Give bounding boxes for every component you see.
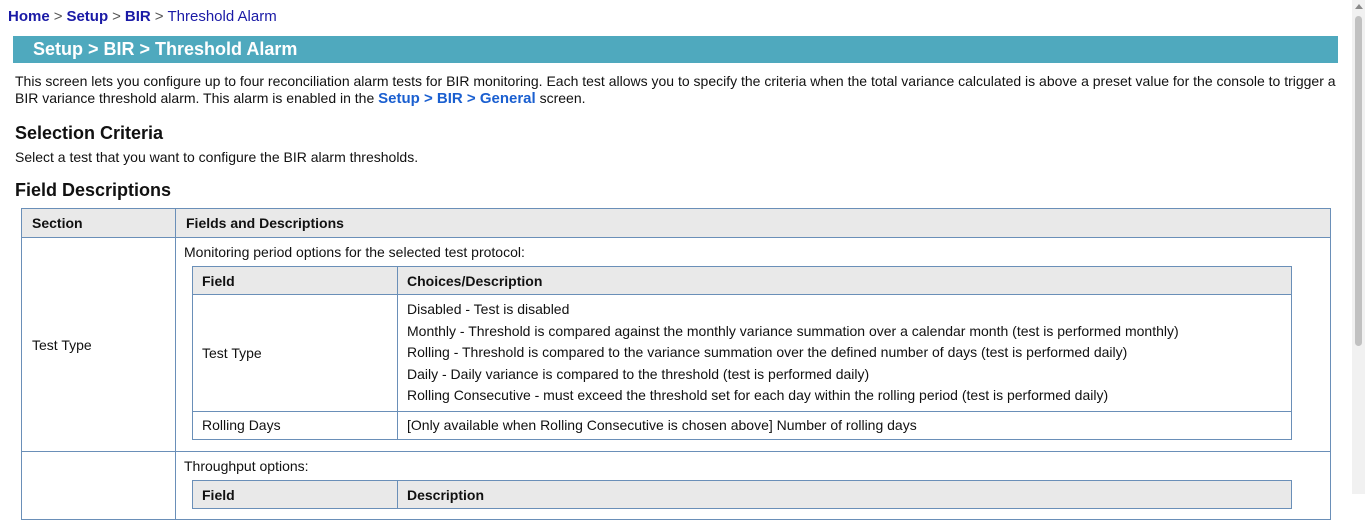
table-header-row — [22, 209, 1331, 238]
field-name-cell: Rolling Days — [193, 411, 398, 439]
field-descriptions-heading: Field Descriptions — [15, 180, 172, 200]
section-cell — [22, 452, 176, 520]
column-header-fields: Fields and Descriptions — [176, 209, 1331, 238]
breadcrumb-home-link[interactable]: Home — [8, 8, 50, 25]
choice-rolling-consecutive: Rolling Consecutive - must exceed the threshold set for each day within the rolling period (test is performed daily) — [407, 387, 1109, 403]
choice-disabled: Disabled - Test is disabled — [407, 301, 570, 317]
column-header-section: Section — [22, 209, 176, 238]
selection-criteria-text: Select a test that you want to configure the BIR alarm thresholds. — [15, 149, 419, 165]
breadcrumb-setup-link[interactable]: Setup — [66, 8, 109, 25]
scrollbar-thumb[interactable] — [1355, 16, 1362, 346]
intro-text: This screen lets you configure up to four reconciliation alarm tests for BIR monitoring. Each test allows you to specify the criteria when the total variance calculated is above a preset value for the console to trigger a BIR variance threshold alarm. This alarm is enabled in the — [15, 73, 1336, 106]
table-row — [22, 452, 1331, 520]
inner-column-header-choices: Choices/Description — [398, 267, 1292, 295]
fields-cell — [176, 238, 1331, 452]
scroll-up-arrow-icon[interactable] — [1355, 4, 1363, 9]
table-row — [22, 238, 1331, 452]
breadcrumb-separator: > — [112, 8, 121, 25]
breadcrumb — [8, 8, 277, 25]
inner-column-header-field: Field — [193, 267, 398, 295]
table-row — [193, 411, 1292, 439]
breadcrumb-separator: > — [154, 8, 164, 25]
throughput-fields-table — [192, 480, 1292, 509]
section-intro-text: Monitoring period options for the selected test protocol: — [184, 244, 525, 260]
field-descriptions-table — [21, 208, 1331, 520]
section-intro-text: Throughput options: — [184, 458, 309, 474]
test-type-fields-table — [192, 266, 1292, 440]
table-row — [193, 295, 1292, 412]
inner-column-header-field: Field — [193, 481, 398, 509]
section-cell: Test Type — [22, 238, 176, 452]
field-name-cell: Test Type — [193, 295, 398, 412]
intro-text-end: screen. — [535, 90, 586, 106]
breadcrumb-separator: > — [53, 8, 63, 25]
choice-rolling: Rolling - Threshold is compared to the variance summation over the defined number of days (test is performed daily) — [407, 344, 1128, 360]
inner-column-header-description: Description — [398, 481, 1292, 509]
choices-cell — [398, 295, 1292, 412]
breadcrumb-current: Threshold Alarm — [167, 8, 277, 25]
choice-monthly: Monthly - Threshold is compared against the monthly variance summation over a calendar month (test is performed monthly) — [407, 322, 1179, 339]
breadcrumb-bir-link[interactable]: BIR — [124, 8, 151, 25]
inner-header-row — [193, 267, 1292, 295]
page-title: Setup > BIR > Threshold Alarm — [13, 36, 1338, 63]
intro-paragraph — [15, 73, 1345, 107]
fields-cell — [176, 452, 1331, 520]
setup-bir-general-link[interactable]: Setup > BIR > General — [378, 90, 536, 107]
field-description-cell: [Only available when Rolling Consecutive is chosen above] Number of rolling days — [398, 411, 1292, 439]
selection-criteria-heading: Selection Criteria — [15, 123, 164, 143]
choice-daily: Daily - Daily variance is compared to the threshold (test is performed daily) — [407, 365, 870, 382]
inner-header-row — [193, 481, 1292, 509]
vertical-scrollbar[interactable] — [1352, 0, 1365, 494]
